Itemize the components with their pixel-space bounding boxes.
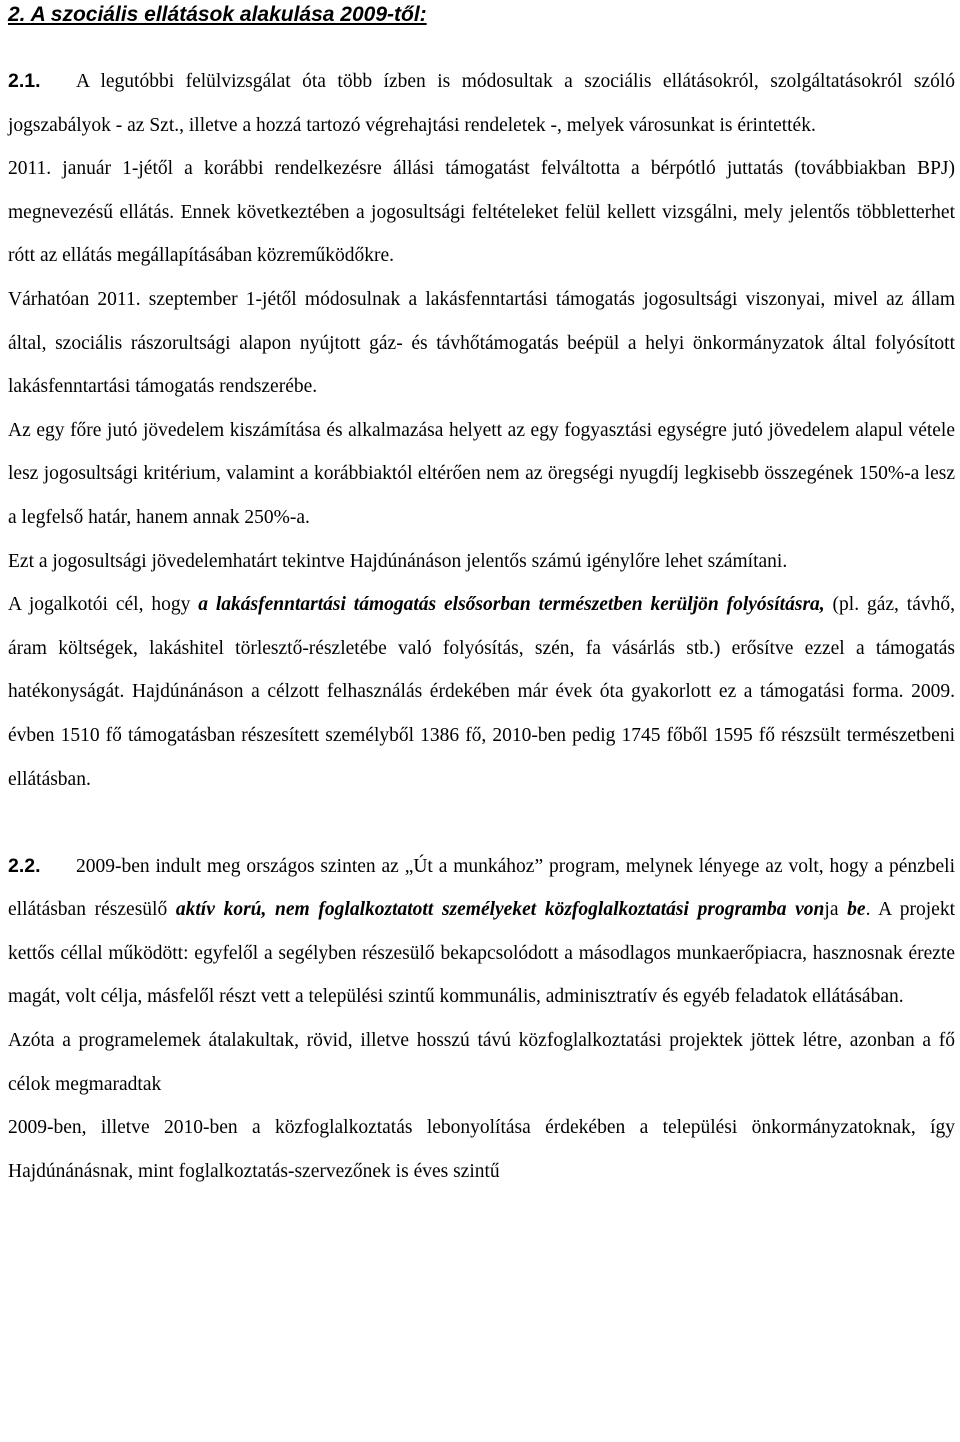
- paragraph-text: . A projekt kettős céllal működött: egyfelől a segélyben részesülő bekapcsolódott a másodlagos munkaerőpiacra, hasznosnak érezte magát, volt célja, másfelől részt vett a települési szintű kommunális, adminisztratív és egyéb feladatok ellátásában.: [8, 899, 955, 1008]
- emphasized-text: be: [847, 899, 866, 921]
- paragraph-text: A jogalkotói cél, hogy: [8, 594, 199, 616]
- emphasized-text: a lakásfenntartási támogatás elsősorban természetben kerüljön folyósításra,: [198, 594, 825, 616]
- paragraph-jovedelem: Az egy főre jutó jövedelem kiszámítása és alkalmazása helyett az egy fogyasztási egységre jutó jövedelem alapul vétele lesz jogosultsági kritérium, valamint a korábbiaktól eltérően nem az öregségi nyugdíj legkisebb összegének 150%-a lesz a legfelső határ, hanem annak 250%-a.: [8, 419, 955, 528]
- paragraph-text: A legutóbbi felülvizsgálat óta több ízben is módosultak a szociális ellátásokról, szolgáltatásokról szóló jogszabályok - az Szt., illetve a hozzá tartozó végrehajtási rendeletek -, melyek városunkat is érintették.: [8, 71, 955, 136]
- paragraph-text: (pl. gáz, távhő, áram költségek, lakáshitel törlesztő-részletébe való folyósítás, szén, fa vásárlás stb.) erősítve ezzel a támogatás hatékonyságát. Hajdúnánáson a célzott felhasználás érdekében már évek óta gyakorlott ez a támogatási forma. 2009. évben 1510 fő támogatásban részesített személyből 1386 fő, 2010-ben pedig 1745 főből 1595 fő részsült természetbeni ellátásban.: [8, 594, 955, 790]
- section-2-1-paragraph-1: [8, 60, 955, 147]
- section-number-2-1: 2.1.: [8, 70, 41, 92]
- paragraph-jogosultsagi-hatar: Ezt a jogosultsági jövedelemhatárt tekintve Hajdúnánáson jelentős számú igénylőre lehet számítani.: [8, 550, 788, 572]
- emphasized-text: aktív korú, nem foglalkoztatott személyeket közfoglalkoztatási programba von: [175, 899, 825, 921]
- section-2-2-paragraph-1: [8, 845, 955, 1019]
- paragraph-lakasfenntartasi: Várhatóan 2011. szeptember 1-jétől módosulnak a lakásfenntartási támogatás jogosultsági viszonyai, mivel az állam által, szociális rászorultsági alapon nyújtott gáz- és távhőtámogatás beépül a helyi önkormányzatok által folyósított lakásfenntartási támogatás rendszerébe.: [8, 288, 955, 398]
- paragraph-jogalkotoi-cel: [8, 583, 955, 801]
- paragraph-spacer: [8, 801, 955, 845]
- paragraph-programelemek: Azóta a programelemek átalakultak, rövid, illetve hosszú távú közfoglalkoztatási projektek jöttek létre, azonban a fő célok megmaradtak: [8, 1030, 955, 1095]
- paragraph-bpj: 2011. január 1-jétől a korábbi rendelkezésre állási támogatást felváltotta a bérpótló juttatás (továbbiakban BPJ) megnevezésű ellátás. Ennek következtében a jogosultsági feltételeket felül kellett vizsgálni, mely jelentős többletterhet rótt az ellátás megállapításában közreműködőkre.: [8, 158, 955, 267]
- section-number-2-2: 2.2.: [8, 854, 41, 877]
- paragraph-text: 2009-ben indult meg országos szinten az „Út a munkához” program, melynek lényege az volt, hogy a pénzbeli ellátásban részesülő: [8, 855, 955, 921]
- paragraph-kozfoglalkoztatas: 2009-ben, illetve 2010-ben a közfoglalkoztatás lebonyolítása érdekében a települési önkormányzatoknak, így Hajdúnánásnak, mint foglalkoztatás-szervezőnek is éves szintű: [8, 1117, 955, 1182]
- document-body: [8, 60, 955, 1193]
- section-heading: 2. A szociális ellátások alakulása 2009-től:: [8, 3, 427, 26]
- paragraph-text: ja: [824, 899, 848, 921]
